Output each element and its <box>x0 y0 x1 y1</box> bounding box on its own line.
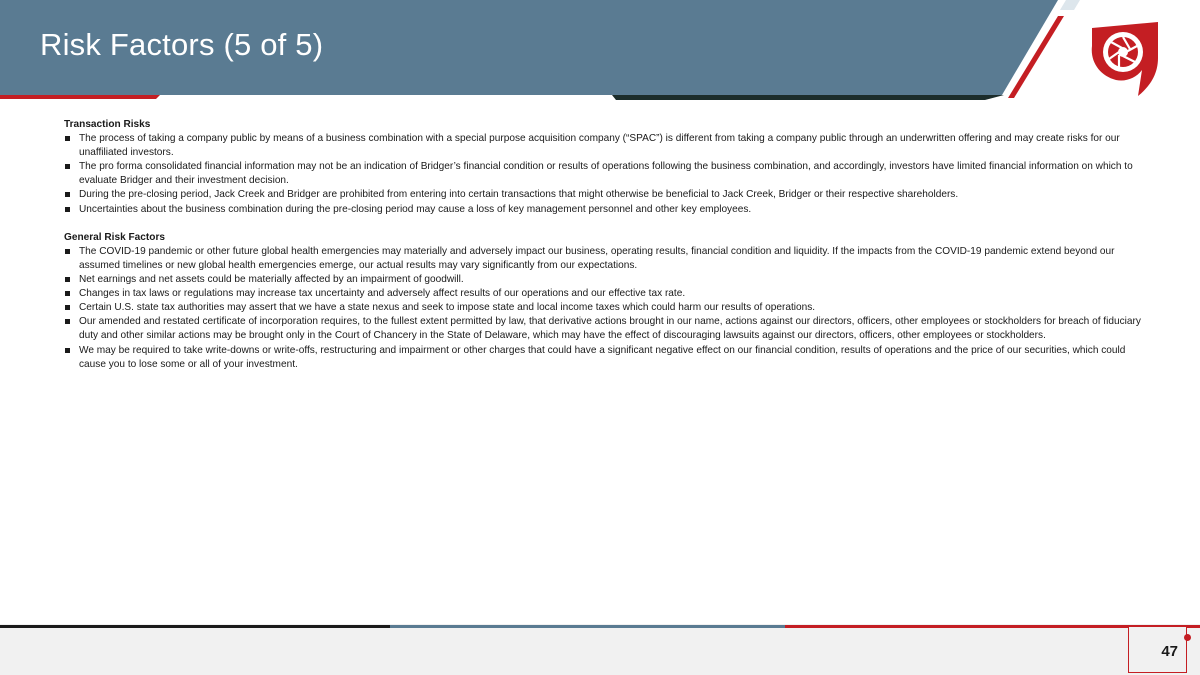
bullet-text: The COVID-19 pandemic or other future global health emergencies may materially and adversely impact our business, operating results, financial condition and liquidity. If the impacts from the COVID-19 pandemic extend beyond our assumed timelines or new global health emergencies emerge, our actual results may vary significantly from our expectations. <box>79 245 1115 271</box>
page-number: 47 <box>1161 643 1178 660</box>
list-item <box>64 188 1150 202</box>
bullet-text: Uncertainties about the business combination during the pre-closing period may cause a loss of key management personnel and other key employees. <box>79 203 752 215</box>
header-light-slash <box>1060 0 1080 10</box>
section-heading: General Risk Factors <box>64 231 165 243</box>
square-bullet-icon <box>65 249 70 254</box>
square-bullet-icon <box>65 164 70 169</box>
footer-line-dark <box>0 625 390 628</box>
list-item <box>64 273 1150 287</box>
list-item <box>64 245 1150 273</box>
bullet-list <box>64 245 1150 372</box>
list-item <box>64 132 1150 160</box>
square-bullet-icon <box>65 319 70 324</box>
bullet-text: We may be required to take write-downs or write-offs, restructuring and impairment or other charges that could have a significant negative effect on our financial condition, results of operations and the price of our securities, which could cause you to lose some or all of your investment. <box>79 344 1126 370</box>
bullet-text: Certain U.S. state tax authorities may assert that we have a state nexus and seek to impose state and local income taxes which could harm our results of operations. <box>79 302 816 314</box>
list-item <box>64 160 1150 188</box>
bullet-text: Our amended and restated certificate of incorporation requires, to the fullest extent permitted by law, that derivative actions brought in our name, actions against our directors, officers, other employees or stockholders for breach of fiduciary duty and other similar actions may be brought only in the Court of Chancery in the State of Delaware, which may have the effect of discouraging lawsuits against our directors, officers, other employees or stockholders. <box>79 316 1141 342</box>
bullet-list <box>64 132 1150 217</box>
square-bullet-icon <box>65 192 70 197</box>
list-item <box>64 344 1150 372</box>
footer-bar <box>0 624 1200 675</box>
header-dark-underline <box>612 95 1004 100</box>
header-red-underline <box>0 95 160 99</box>
square-bullet-icon <box>65 207 70 212</box>
square-bullet-icon <box>65 348 70 353</box>
list-item <box>64 203 1150 217</box>
bullet-text: Net earnings and net assets could be materially affected by an impairment of goodwill. <box>79 274 464 286</box>
bullet-text: During the pre-closing period, Jack Creek and Bridger are prohibited from entering into certain transactions that might otherwise be beneficial to Jack Creek, Bridger or their respective shareholders. <box>79 189 959 201</box>
section-general-risk-factors <box>64 231 1150 372</box>
bullet-text: The pro forma consolidated financial information may not be an indication of Bridger’s financial condition or results of operations following the business combination, and accordingly, investors have limited financial information on which to evaluate Bridger and their investment decision. <box>79 161 1133 187</box>
section-heading: Transaction Risks <box>64 119 151 130</box>
list-item <box>64 315 1150 343</box>
bullet-text: Changes in tax laws or regulations may increase tax uncertainty and adversely affect results of our operations and our effective tax rate. <box>79 288 686 300</box>
risk-factors-content <box>64 118 1150 372</box>
square-bullet-icon <box>65 305 70 310</box>
page-marker-dot-icon <box>1184 634 1191 641</box>
square-bullet-icon <box>65 277 70 282</box>
footer-line-blue <box>390 625 785 628</box>
list-item <box>64 287 1150 301</box>
square-bullet-icon <box>65 136 70 141</box>
page-title: Risk Factors (5 of 5) <box>40 27 324 62</box>
square-bullet-icon <box>65 291 70 296</box>
list-item <box>64 301 1150 315</box>
section-transaction-risks <box>64 118 1150 217</box>
camera-shutter-shield-logo <box>1086 18 1166 100</box>
bullet-text: The process of taking a company public by means of a business combination with a special purpose acquisition company (“SPAC”) is different from taking a company public through an underwritten offering and may create risks for our unaffiliated investors. <box>79 133 1120 159</box>
